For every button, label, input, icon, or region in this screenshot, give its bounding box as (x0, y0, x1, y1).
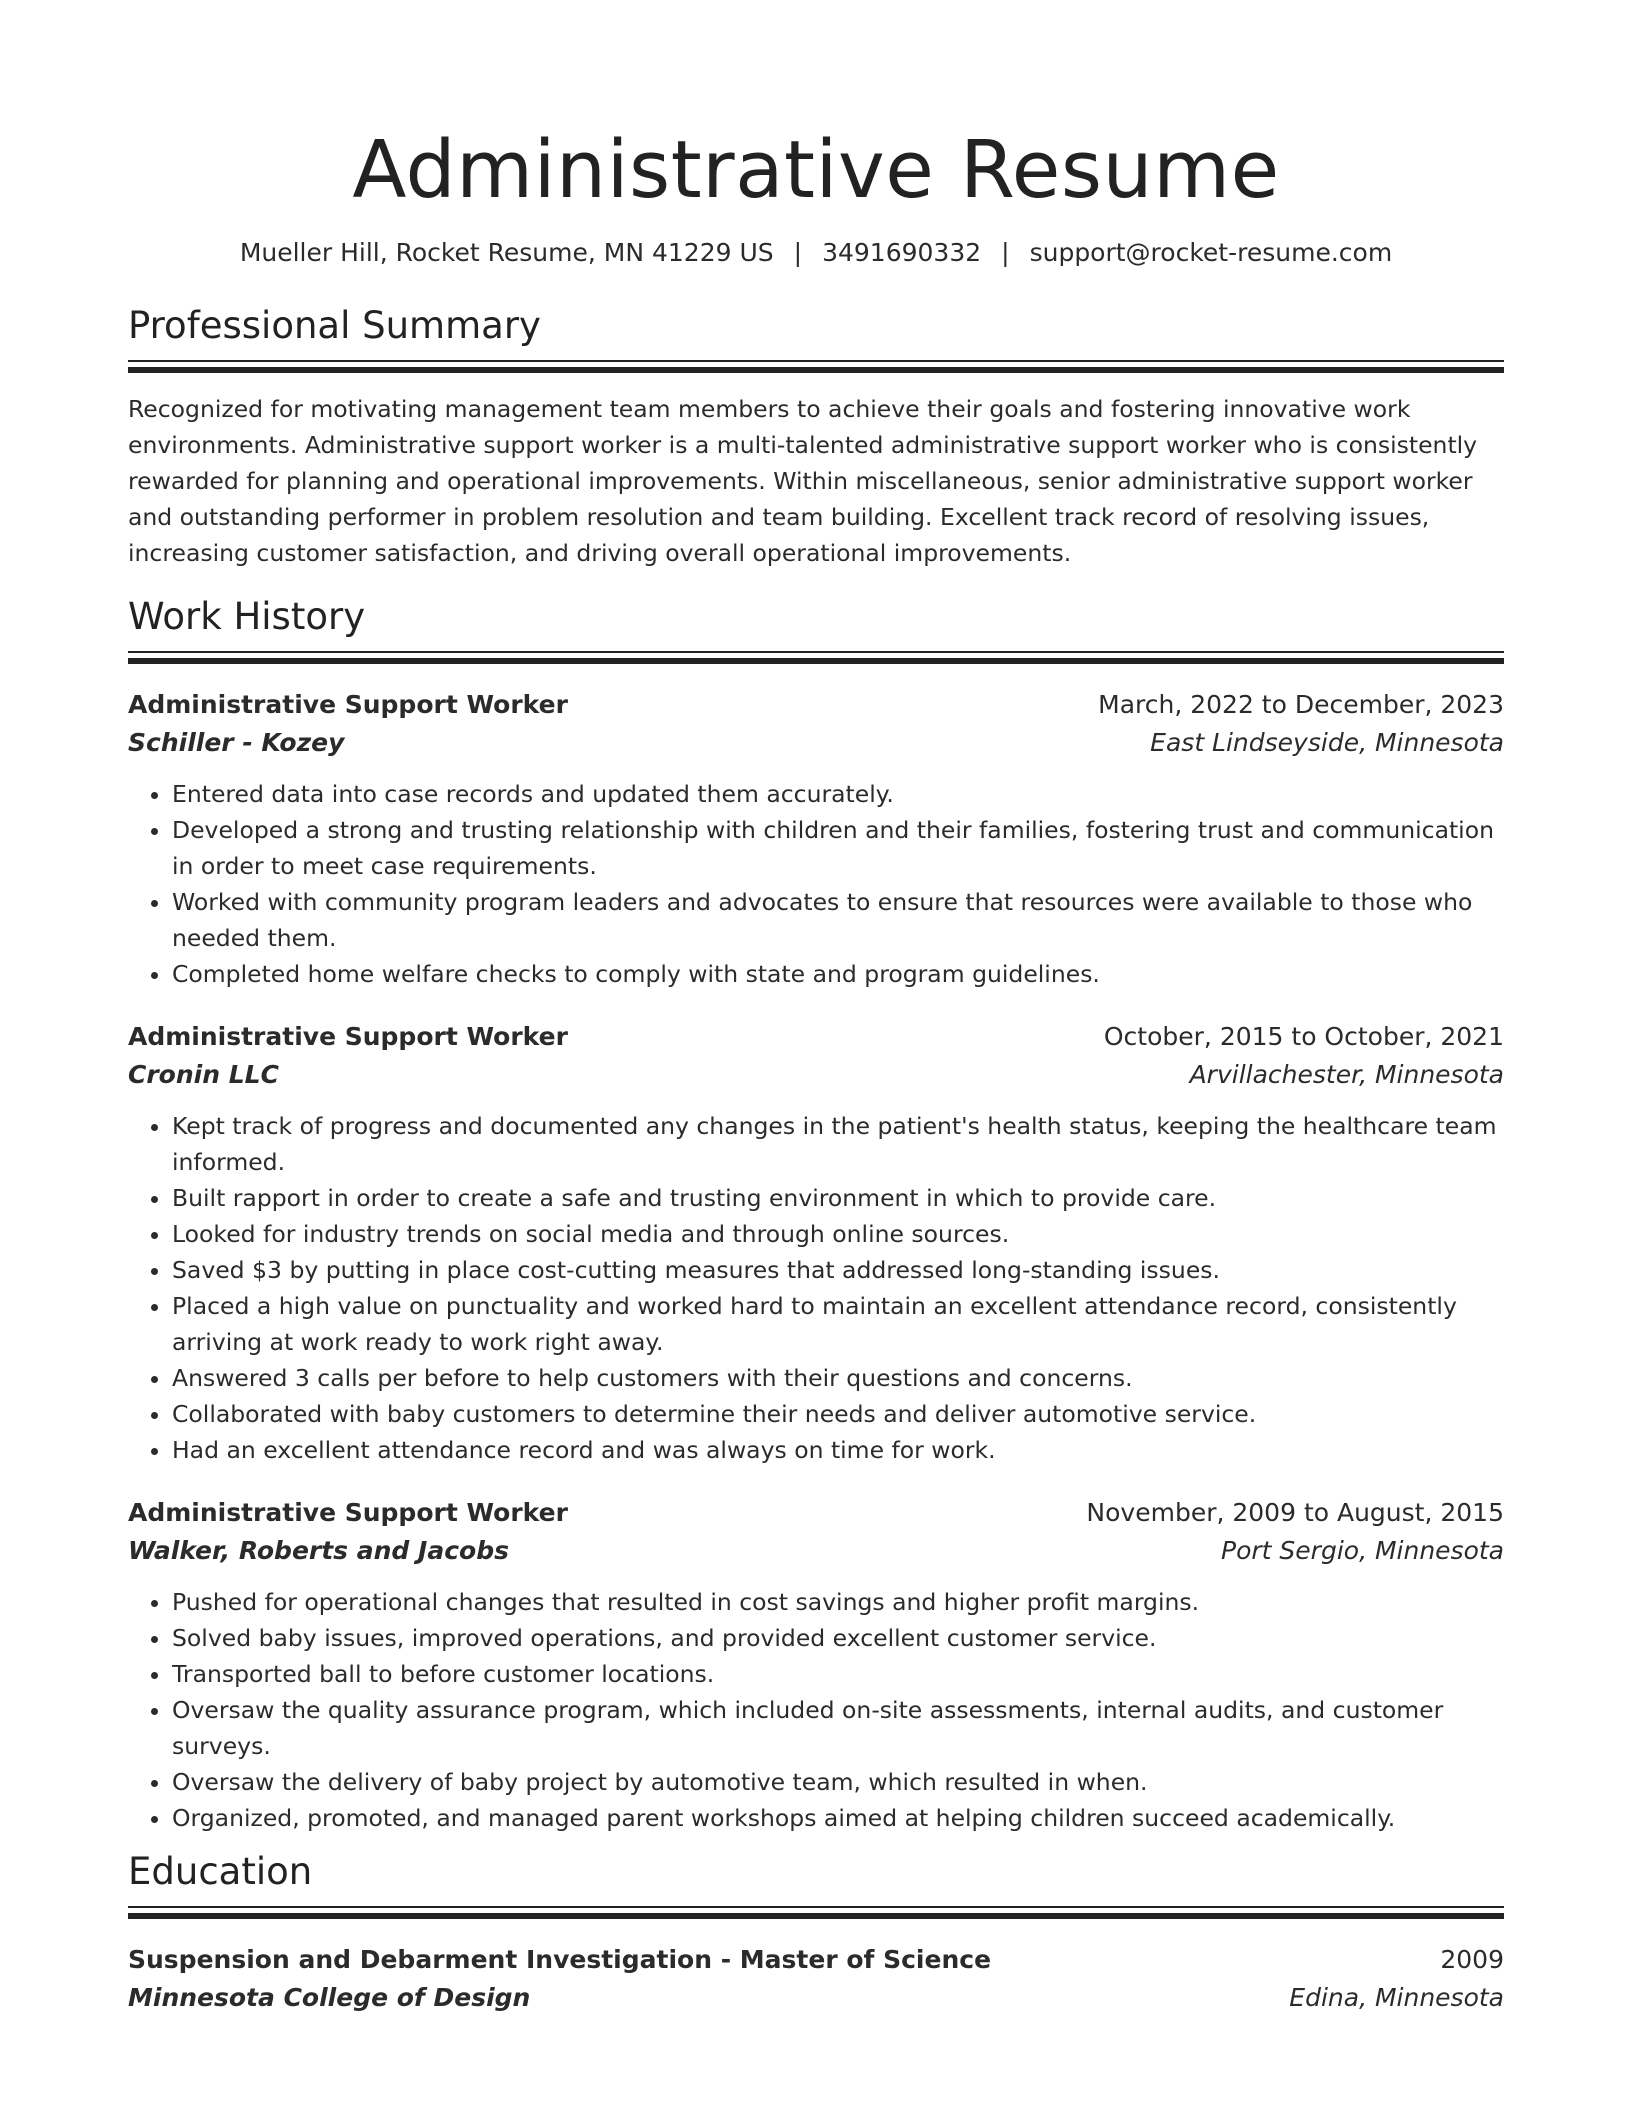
job-dates: November, 2009 to August, 2015 (1086, 1498, 1504, 1527)
summary-text: Recognized for motivating management team members to achieve their goals and fostering innovative work environments. Administrative support worker is a multi-talented administrative support worker who is consistently rewarded for planning and operational improvements. Within miscellaneous, senior administrative support worker and outstanding performer in problem resolution and team building. Excellent track record of resolving issues, increasing customer satisfaction, and driving overall operational improvements. (128, 395, 1478, 567)
section-divider (128, 360, 1504, 373)
education-entry (128, 1941, 1504, 2017)
job-bullet: • Solved baby issues, improved operations, and provided excellent customer service. (172, 1620, 1504, 1656)
job-bullet: • Oversaw the delivery of baby project by automotive team, which resulted in when. (172, 1764, 1504, 1800)
job-company: Schiller - Kozey (128, 728, 345, 757)
education-degree-row (128, 1941, 1504, 1979)
job-bullet: • Oversaw the quality assurance program, which included on-site assessments, internal audits, and customer surveys. (172, 1692, 1504, 1764)
job-bullet: • Pushed for operational changes that resulted in cost savings and higher profit margins. (172, 1584, 1504, 1620)
job-bullet: • Looked for industry trends on social media and through online sources. (172, 1216, 1504, 1252)
contact-email: support@rocket-resume.com (1029, 238, 1393, 267)
job-location: Arvillachester, Minnesota (1189, 1060, 1504, 1089)
job-bullet: • Built rapport in order to create a safe and trusting environment in which to provide care. (172, 1180, 1504, 1216)
section-divider (128, 1906, 1504, 1919)
job-title: Administrative Support Worker (128, 1022, 568, 1051)
job-header-row (128, 1018, 1504, 1056)
section-heading-work: Work History (128, 595, 366, 638)
job-bullet: • Developed a strong and trusting relationship with children and their families, fostering trust and communication in order to meet case requirements. (172, 812, 1504, 884)
job-title: Administrative Support Worker (128, 690, 568, 719)
job-bullet: • Placed a high value on punctuality and worked hard to maintain an excellent attendance record, consistently arriving at work ready to work right away. (172, 1288, 1504, 1360)
job-company-row (128, 724, 1504, 762)
job-bullet: • Worked with community program leaders and advocates to ensure that resources were available to those who needed them. (172, 884, 1504, 956)
job-bullets (128, 1584, 1504, 1836)
section-heading-education: Education (128, 1850, 313, 1893)
job-bullet: • Answered 3 calls per before to help customers with their questions and concerns. (172, 1360, 1504, 1396)
education-year: 2009 (1440, 1945, 1504, 1974)
job-bullet: • Kept track of progress and documented any changes in the patient's health status, keeping the healthcare team informed. (172, 1108, 1504, 1180)
contact-separator: | (793, 238, 803, 267)
job-location: East Lindseyside, Minnesota (1150, 728, 1504, 757)
job-header-row (128, 1494, 1504, 1532)
job-location: Port Sergio, Minnesota (1221, 1536, 1504, 1565)
job-company: Cronin LLC (128, 1060, 279, 1089)
contact-separator: | (1001, 238, 1010, 267)
contact-line (128, 236, 1504, 270)
job-dates: October, 2015 to October, 2021 (1103, 1022, 1504, 1051)
job-bullet: • Completed home welfare checks to comply with state and program guidelines. (172, 956, 1504, 992)
job-bullets (128, 1108, 1504, 1468)
job-company-row (128, 1532, 1504, 1570)
education-school-row (128, 1979, 1504, 2017)
job-dates: March, 2022 to December, 2023 (1098, 690, 1504, 719)
job-bullet: • Transported ball to before customer locations. (172, 1656, 1504, 1692)
job-title: Administrative Support Worker (128, 1498, 568, 1527)
job-company: Walker, Roberts and Jacobs (128, 1536, 509, 1565)
job-bullet: • Entered data into case records and updated them accurately. (172, 776, 1504, 812)
job-bullet: • Had an excellent attendance record and was always on time for work. (172, 1432, 1504, 1468)
job-entry (128, 1494, 1504, 1836)
section-heading-summary: Professional Summary (128, 304, 541, 347)
contact-phone: 3491690332 (822, 238, 982, 267)
education-degree: Suspension and Debarment Investigation - Master of Science (128, 1945, 992, 1974)
work-history-section (128, 595, 1504, 1836)
job-bullet: • Organized, promoted, and managed parent workshops aimed at helping children succeed academically. (172, 1800, 1504, 1836)
job-bullet: • Saved $3 by putting in place cost-cutting measures that addressed long-standing issues. (172, 1252, 1504, 1288)
job-bullet: • Collaborated with baby customers to determine their needs and deliver automotive service. (172, 1396, 1504, 1432)
job-company-row (128, 1056, 1504, 1094)
education-school: Minnesota College of Design (128, 1983, 531, 2012)
summary-section (128, 304, 1504, 571)
job-entry (128, 686, 1504, 992)
job-entry (128, 1018, 1504, 1468)
contact-address: Mueller Hill, Rocket Resume, MN 41229 US (239, 238, 774, 267)
job-header-row (128, 686, 1504, 724)
resume-title: Administrative Resume (352, 124, 1280, 216)
education-location: Edina, Minnesota (1289, 1983, 1504, 2012)
education-section (128, 1850, 1504, 2017)
job-bullets (128, 776, 1504, 992)
section-divider (128, 651, 1504, 664)
